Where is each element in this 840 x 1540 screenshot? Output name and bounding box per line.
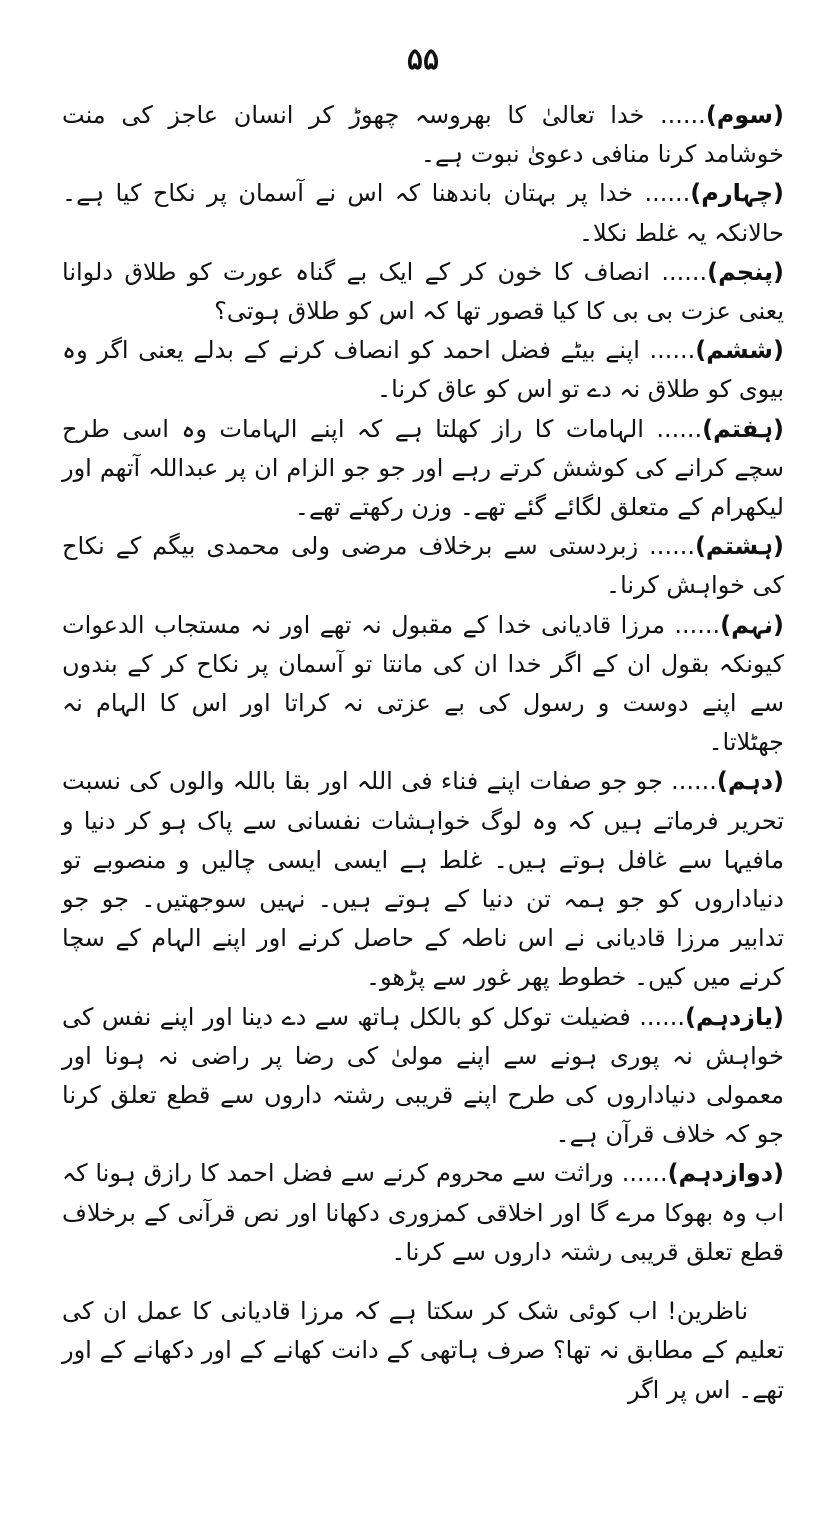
list-item xyxy=(62,527,784,605)
body-text xyxy=(62,96,784,1410)
item-label: (ہفتم) xyxy=(702,414,784,443)
list-item xyxy=(62,998,784,1155)
item-text: ...... فضیلت توکل کو بالکل ہاتھ سے دے دینا اور اپنے نفس کی خواہش نہ پوری ہونے سے اپنے مولیٰ کی رضا پر راضی نہ ہونا اور معمولی دنیاداروں کی طرح اپنے قریبی رشتہ داروں سے قطع تعلق کرنا جو کہ خلاف قرآن ہے۔ xyxy=(62,1002,784,1149)
item-label: (یازدہم) xyxy=(685,1002,784,1031)
item-label: (چہارم) xyxy=(690,179,784,208)
list-item xyxy=(62,253,784,331)
list-item xyxy=(62,1154,784,1272)
list-item xyxy=(62,762,784,997)
page-number: ۵۵ xyxy=(406,42,440,77)
item-text: ...... خدا پر بہتان باندھنا کہ اس نے آسمان پر نکاح کیا ہے۔ حالانکہ یہ غلط نکلا۔ xyxy=(62,179,784,247)
item-label: (ششم) xyxy=(695,336,784,365)
item-text: ...... وراثت سے محروم کرنے سے فضل احمد کا رازق ہونا کہ اب وہ بھوکا مرے گا اور اخلاقی کمزوری دکھانا اور نص قرآنی کے برخلاف قطع تعلق قریبی رشتہ داروں سے کرنا۔ xyxy=(62,1159,784,1266)
list-item xyxy=(62,606,784,763)
item-text: ...... الہامات کا راز کھلتا ہے کہ اپنے الہامات وہ اسی طرح سچے کرانے کی کوشش کرتے رہے اور جو جو الزام ان پر عبداللہ آتھم اور لیکھرام کے متعلق لگائے گئے تھے۔ وزن رکھتے تھے۔ xyxy=(62,414,784,522)
list-item xyxy=(62,331,784,409)
item-text: ...... انصاف کا خون کر کے ایک بے گناہ عورت کو طلاق دلوانا یعنی عزت بی بی کا کیا قصور تھا کہ اس کو طلاق ہوتی؟ xyxy=(62,257,784,326)
item-label: (دوازدہم) xyxy=(667,1159,784,1188)
item-text: ...... مرزا قادیانی خدا کے مقبول نہ تھے اور نہ مستجاب الدعوات کیونکہ بقول ان کے اگر خدا ان کی مانتا تو آسمان پر نکاح کر کے بندوں سے اپنے دوست و رسول کی بے عزتی نہ کراتا اور اس کا الہام نہ جھٹلاتا۔ xyxy=(62,610,784,757)
item-text: ...... زبردستی سے برخلاف مرضی ولی محمدی بیگم کے نکاح کی خواہش کرنا۔ xyxy=(62,532,784,600)
item-text: ...... اپنے بیٹے فضل احمد کو انصاف کرنے کے بدلے یعنی اگر وہ بیوی کو طلاق نہ دے تو اس کو عاق کرنا۔ xyxy=(62,336,784,404)
item-label: (ہشتم) xyxy=(694,532,784,561)
item-label: (سوم) xyxy=(705,101,784,129)
item-label: (دہم) xyxy=(716,767,784,796)
list-item xyxy=(62,174,784,252)
list-item xyxy=(62,410,784,528)
item-label: (پنجم) xyxy=(707,257,784,286)
item-label: (نہم) xyxy=(720,610,784,639)
list-item xyxy=(62,96,784,174)
item-text: ...... جو جو صفات اپنے فناء فی اللہ اور بقا باللہ والوں کی نسبت تحریر فرماتے ہیں کہ وہ لوگ خواہشات نفسانی سے پاک ہو کر دنیا و مافیہا سے غافل ہوتے ہیں۔ غلط ہے ایسی ایسی چالیں و منصوبے تو دنیاداروں کو جو ہمہ تن دنیا کے ہوتے ہیں۔ نہیں سوجھتیں۔ جو جو تدابیر مرزا قادیانی نے اس ناطہ کے حاصل کرنے اور اپنے الہام کے سچا کرنے میں کیں۔ خطوط پھر غور سے پڑھو۔ xyxy=(62,767,784,992)
closing-paragraph: ناظرین! اب کوئی شک کر سکتا ہے کہ مرزا قادیانی کا عمل ان کی تعلیم کے مطابق نہ تھا؟ صرف ہاتھی کے دانت کھانے کے اور دکھانے کے اور تھے۔ اس پر اگر xyxy=(62,1297,784,1404)
item-text: ...... خدا تعالیٰ کا بھروسہ چھوڑ کر انسان عاجز کی منت خوشامد کرنا منافی دعویٰ نبوت ہے۔ xyxy=(62,101,784,169)
